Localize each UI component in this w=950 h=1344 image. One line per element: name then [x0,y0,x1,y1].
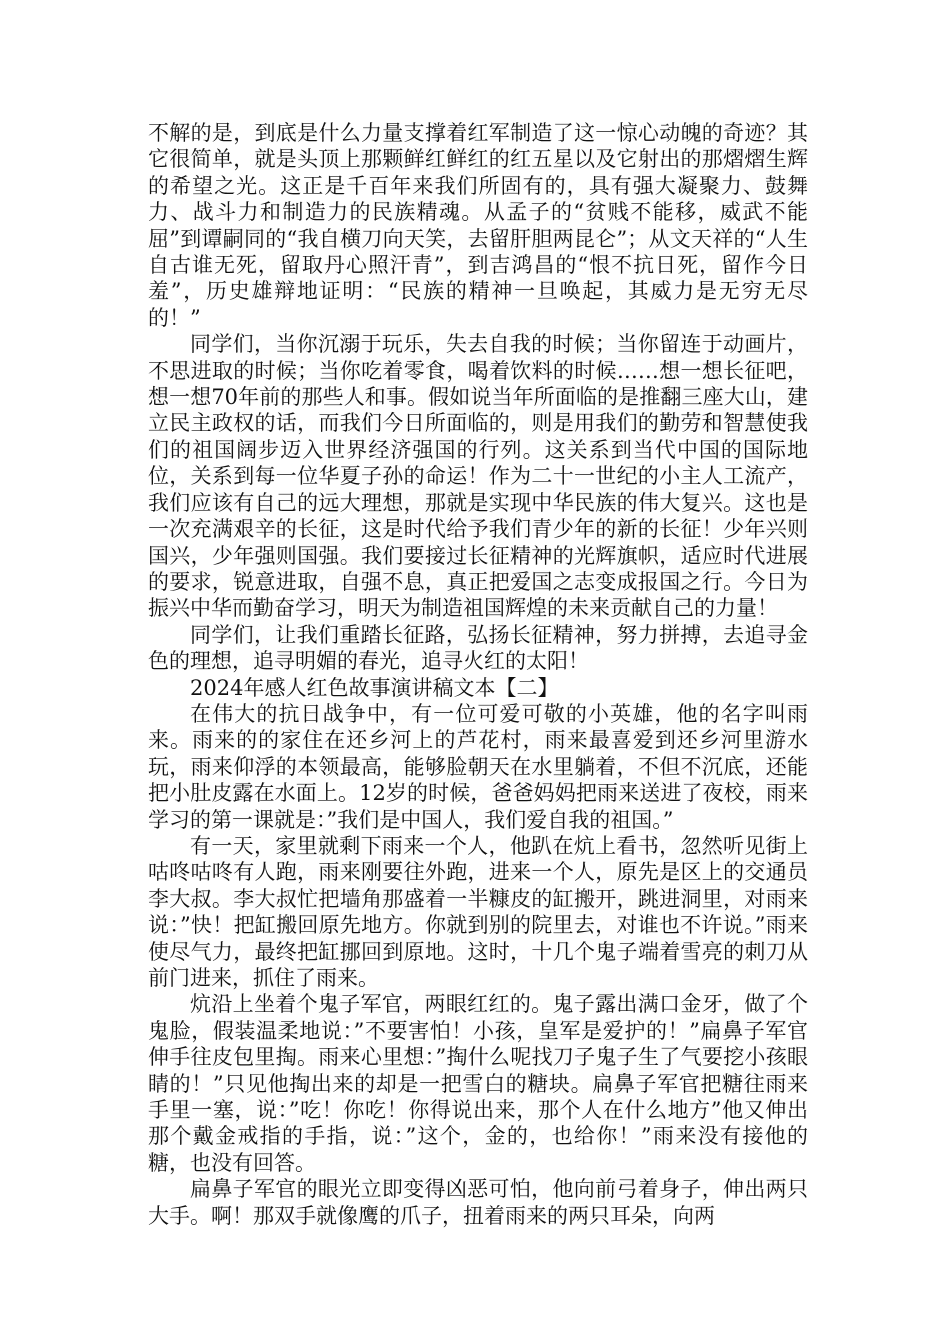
paragraph-5: 有一天，家里就剩下雨来一个人，他趴在炕上看书，忽然听见街上咕咚咕咚有人跑，雨来刚要往外跑，进来一个人，原先是区上的交通员李大叔。李大叔忙把墙角那盛着一半糠皮的缸搬开，跳进洞里，对雨来说：”快！把缸搬回原先地方。你就到别的院里去，对谁也不许说。”雨来使尽气力，最终把缸挪回到原地。这时，十几个鬼子端着雪亮的刺刀从前门进来，抓住了雨来。 [148,833,808,990]
paragraph-3: 同学们，让我们重踏长征路，弘扬长征精神，努力拼搏，去追寻金色的理想，追寻明媚的春光，追寻火红的太阳！ [148,622,808,674]
section-heading: 2024年感人红色故事演讲稿文本【二】 [190,675,559,700]
paragraph-7: 扁鼻子军官的眼光立即变得凶恶可怕，他向前弓着身子，伸出两只大手。啊！那双手就像鹰的爪子，扭着雨来的两只耳朵，向两 [148,1177,808,1228]
paragraph-6: 炕沿上坐着个鬼子军官，两眼红红的。鬼子露出满口金牙，做了个鬼脸，假装温柔地说：”不要害怕！小孩，皇军是爱护的！”扁鼻子军官伸手往皮包里掏。雨来心里想：”掏什么呢找刀子鬼子生了气要挖小孩眼睛的！”只见他掏出来的却是一把雪白的糖块。扁鼻子军官把糖往雨来手里一塞，说：”吃！你吃！你得说出来，那个人在什么地方”他又伸出那个戴金戒指的手指，说：”这个，金的，也给你！”雨来没有接他的糖，也没有回答。 [148,992,808,1175]
paragraph-4: 在伟大的抗日战争中，有一位可爱可敬的小英雄，他的名字叫雨来。雨来的的家住在还乡河上的芦花村，雨来最喜爱到还乡河里游水玩，雨来仰浮的本领最高，能够脸朝天在水里躺着，不但不沉底，还能把小肚皮露在水面上。12岁的时候，爸爸妈妈把雨来送进了夜校，雨来学习的第一课就是：”我们是中国人，我们爱自我的祖国。” [148,701,808,832]
paragraph-1: 不解的是，到底是什么力量支撑着红军制造了这一惊心动魄的奇迹？其它很简单，就是头顶上那颗鲜红鲜红的红五星以及它射出的那熠熠生辉的希望之光。这正是千百年来我们所固有的，具有强大凝聚力、鼓舞力、战斗力和制造力的民族精魂。从孟子的“贫贱不能移，威武不能屈”到谭嗣同的“我自横刀向天笑，去留肝胆两昆仑”；从文天祥的“人生自古谁无死，留取丹心照汗青”，到吉鸿昌的“恨不抗日死，留作今日羞”，历史雄辩地证明：“民族的精神一旦唤起，其威力是无穷无尽的！” [148,121,808,330]
document-page [148,120,808,1229]
paragraph-2: 同学们，当你沉溺于玩乐，失去自我的时候；当你留连于动画片，不思进取的时候；当你吃着零食，喝着饮料的时候……想一想长征吧，想一想70年前的那些人和事。假如说当年所面临的是推翻三座大山，建立民主政权的话，而我们今日所面临的，则是用我们的勤劳和智慧使我们的祖国阔步迈入世界经济强国的行列。这关系到当代中国的国际地位，关系到每一位华夏子孙的命运！作为二十一世纪的小主人工流产，我们应该有自己的远大理想，那就是实现中华民族的伟大复兴。这也是一次充满艰辛的长征，这是时代给予我们青少年的新的长征！少年兴则国兴，少年强则国强。我们要接过长征精神的光辉旗帜，适应时代进展的要求，锐意进取，自强不息，真正把爱国之志变成报国之行。今日为振兴中华而勤奋学习，明天为制造祖国辉煌的未来贡献自己的力量！ [148,332,808,621]
